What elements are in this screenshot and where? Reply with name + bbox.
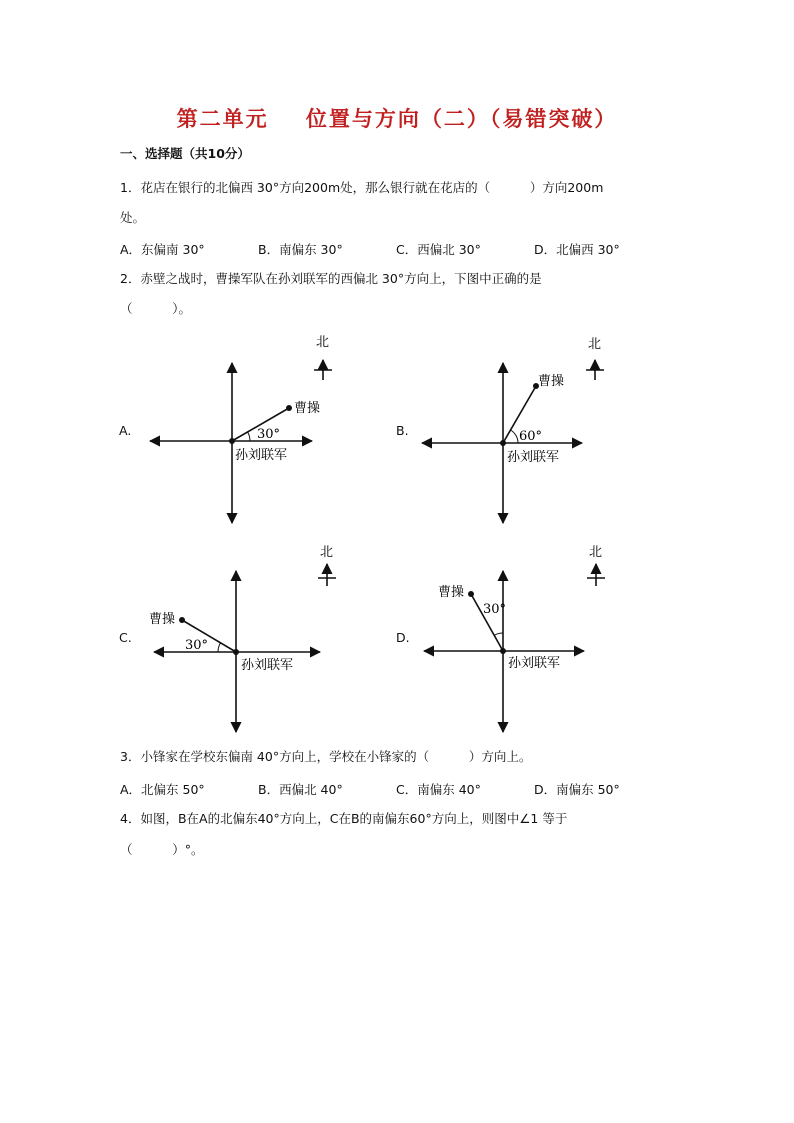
option-d[interactable]: D．北偏西 30° (534, 242, 620, 257)
question-4-line-2: （ ）°。 (120, 842, 204, 857)
diagram-a-label[interactable]: A. (119, 423, 132, 438)
north-label: 北 (588, 337, 602, 352)
point-label: 曹操 (294, 401, 321, 416)
point-label: 曹操 (149, 612, 176, 627)
page-title: 第二单元 位置与方向（二）（易错突破） (176, 106, 618, 131)
question-1-line-1: 1．花店在银行的北偏西 30°方向200m处，那么银行就在花店的（ ）方向200m (120, 180, 604, 195)
north-label: 北 (320, 545, 334, 560)
option-b[interactable]: B．西偏北 40° (258, 782, 343, 797)
question-4-line-1: 4．如图，B在A的北偏东40°方向上，C在B的南偏东60°方向上，则图中∠1 等于 (120, 811, 568, 826)
origin-label: 孙刘联军 (507, 450, 560, 465)
option-b[interactable]: B．南偏东 30° (258, 242, 343, 257)
question-1-line-2: 处。 (120, 210, 146, 225)
north-label: 北 (589, 545, 603, 560)
diagram-d-label[interactable]: D. (396, 630, 410, 645)
option-a[interactable]: A．北偏东 50° (120, 782, 205, 797)
origin-label: 孙刘联军 (241, 658, 294, 673)
option-a[interactable]: A．东偏南 30° (120, 242, 205, 257)
question-3-line-1: 3．小锋家在学校东偏南 40°方向上，学校在小锋家的（ ）方向上。 (120, 749, 532, 764)
question-2-line-2: （ ）。 (120, 301, 191, 316)
diagram-b (412, 330, 622, 530)
diagram-c-label[interactable]: C. (119, 630, 132, 645)
angle-label: 30° (185, 638, 209, 653)
origin-label: 孙刘联军 (235, 448, 288, 463)
angle-label: 30° (257, 427, 281, 442)
question-2-line-1: 2．赤壁之战时，曹操军队在孙刘联军的西偏北 30°方向上，下图中正确的是 (120, 271, 542, 286)
point-label: 曹操 (538, 374, 565, 389)
diagram-b-label[interactable]: B. (396, 423, 409, 438)
angle-label: 60° (519, 429, 543, 444)
diagram-c (140, 540, 350, 740)
question-1-options (120, 240, 680, 256)
diagram-d (412, 540, 622, 740)
north-label: 北 (316, 335, 330, 350)
point-label: 曹操 (438, 585, 465, 600)
question-3-options (120, 780, 680, 796)
angle-label: 30° (483, 602, 507, 617)
section-heading: 一、选择题（共10分） (120, 146, 250, 161)
option-c[interactable]: C．西偏北 30° (396, 242, 481, 257)
diagram-a (140, 330, 350, 530)
origin-label: 孙刘联军 (508, 656, 561, 671)
option-d[interactable]: D．南偏东 50° (534, 782, 620, 797)
option-c[interactable]: C．南偏东 40° (396, 782, 481, 797)
